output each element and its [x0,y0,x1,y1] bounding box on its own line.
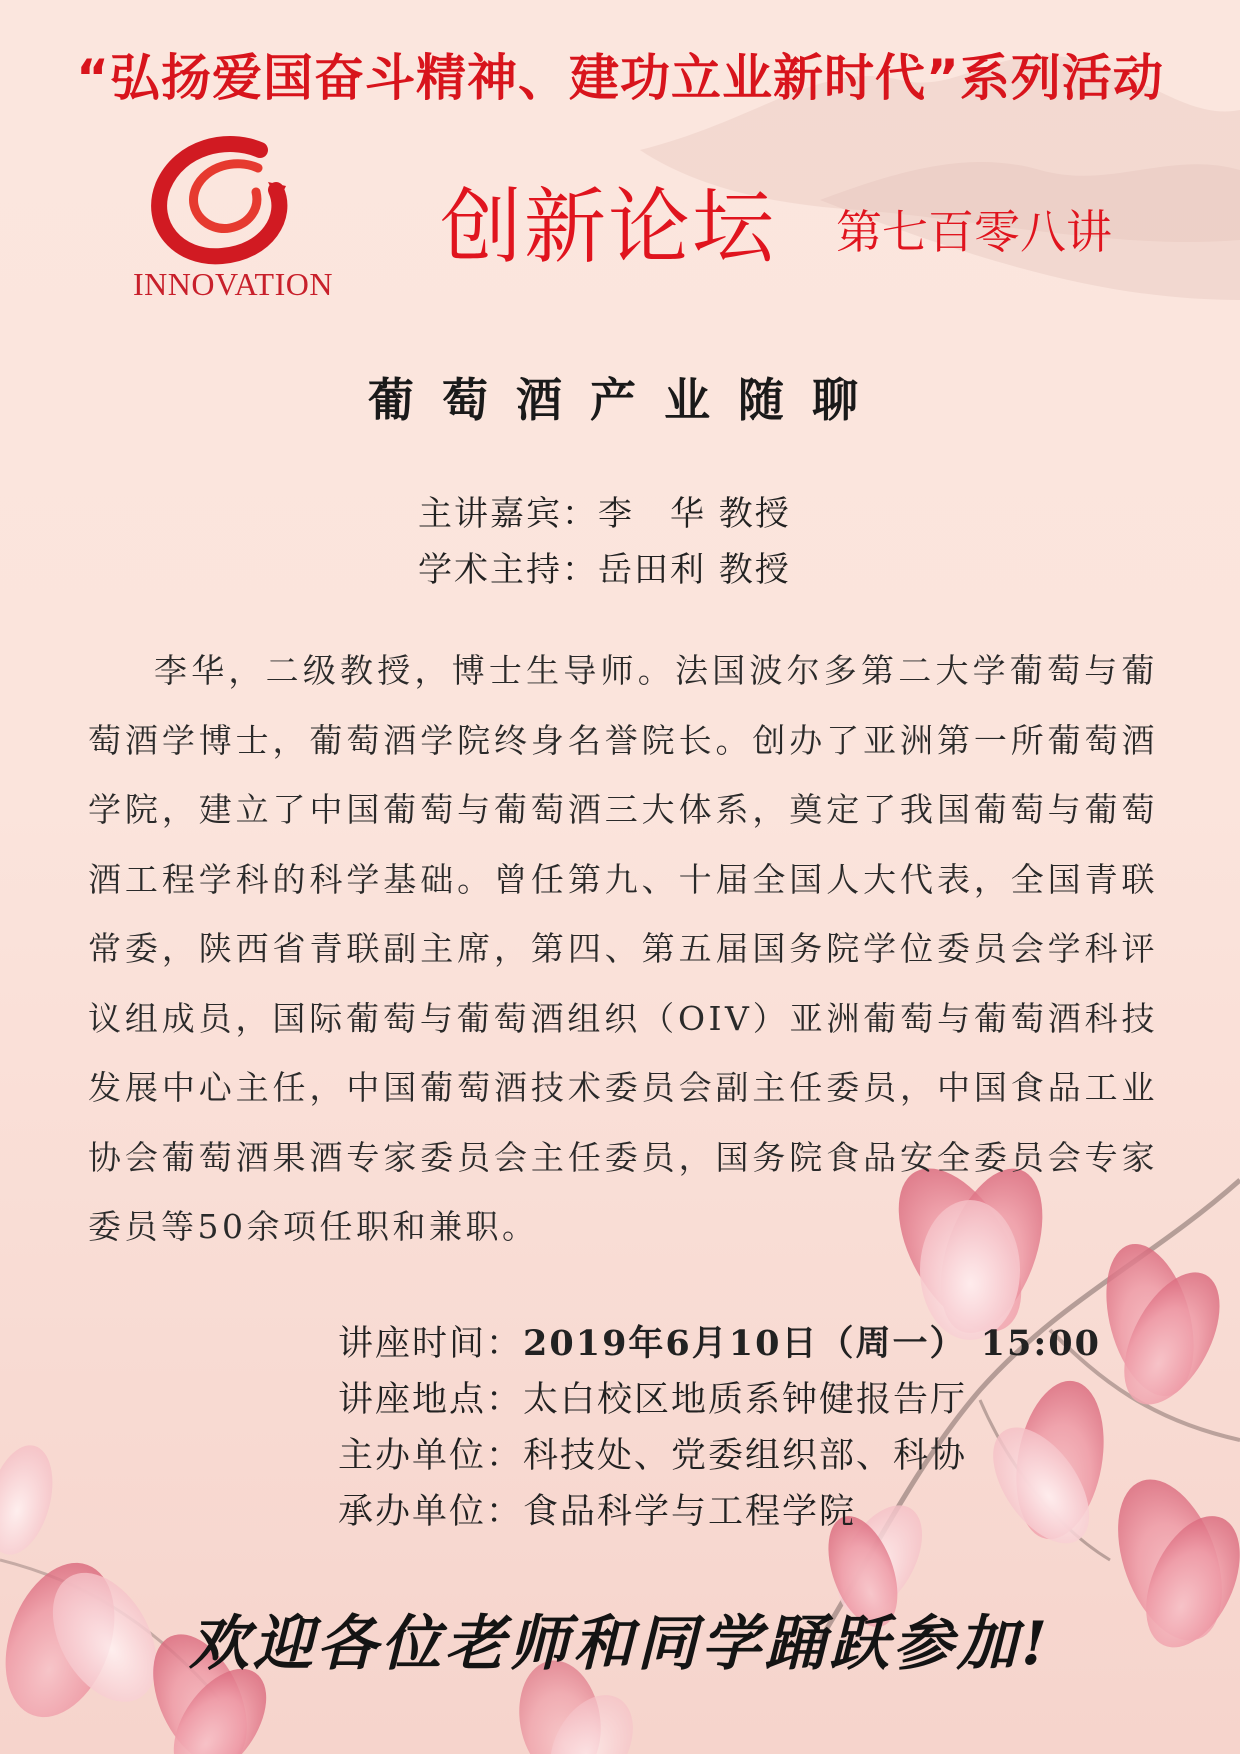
host-label: 学术主持： [418,550,598,590]
speaker-bio: 李华，二级教授，博士生导师。法国波尔多第二大学葡萄与葡萄酒学博士，葡萄酒学院终身名誉院长。创办了亚洲第一所葡萄酒学院，建立了中国葡萄与葡萄酒三大体系，奠定了我国葡萄与葡萄酒工程学科的科学基础。曾任第九、十届全国人大代表，全国青联常委，陕西省青联副主席，第四、第五届国务院学位委员会学科评议组成员，国际葡萄与葡萄酒组织（OIV）亚洲葡萄与葡萄酒科技发展中心主任，中国葡萄酒技术委员会副主任委员，中国食品工业协会葡萄酒果酒专家委员会主任委员，国务院食品安全委员会专家委员等50余项任职和兼职。 [88,651,1158,1246]
talk-title: 葡萄酒产业随聊 [368,373,886,427]
lecture-time-line [338,1316,1101,1366]
speaker-label: 主讲嘉宾： [418,494,598,534]
host-org-label: 主办单位： [338,1436,524,1476]
magnolia-blossom [974,1374,1115,1560]
welcome-message: 欢迎各位老师和同学踊跃参加! [188,1609,1052,1679]
organizer-value: 食品科学与工程学院 [523,1492,857,1532]
speaker-value: 李 华 教授 [598,494,791,534]
speaker-line [418,486,791,535]
lecture-place-line [338,1372,967,1422]
organizer-line [338,1484,856,1534]
place-label: 讲座地点： [338,1380,524,1420]
lecture-number: 第七百零八讲 [836,205,1112,259]
host-line [418,542,791,591]
host-org-value: 科技处、党委组织部、科协 [523,1436,968,1476]
time-label: 讲座时间： [338,1324,524,1364]
series-title: “弘扬爱国奋斗精神、建功立业新时代”系列活动 [76,49,1164,107]
host-org-line [338,1428,967,1478]
magnolia-blossom [1091,1234,1239,1420]
place-value: 太白校区地质系钟健报告厅 [523,1380,968,1420]
organizer-label: 承办单位： [338,1492,524,1532]
swirl-icon [118,128,348,268]
magnolia-blossom [0,1438,63,1562]
innovation-logo [118,128,348,308]
forum-name: 创新论坛 [440,180,777,275]
logo-text: INNOVATION [133,266,333,302]
host-value: 岳田利 教授 [598,550,791,590]
time-value: 2019年6月10日（周一） 15:00 [523,1323,1102,1364]
